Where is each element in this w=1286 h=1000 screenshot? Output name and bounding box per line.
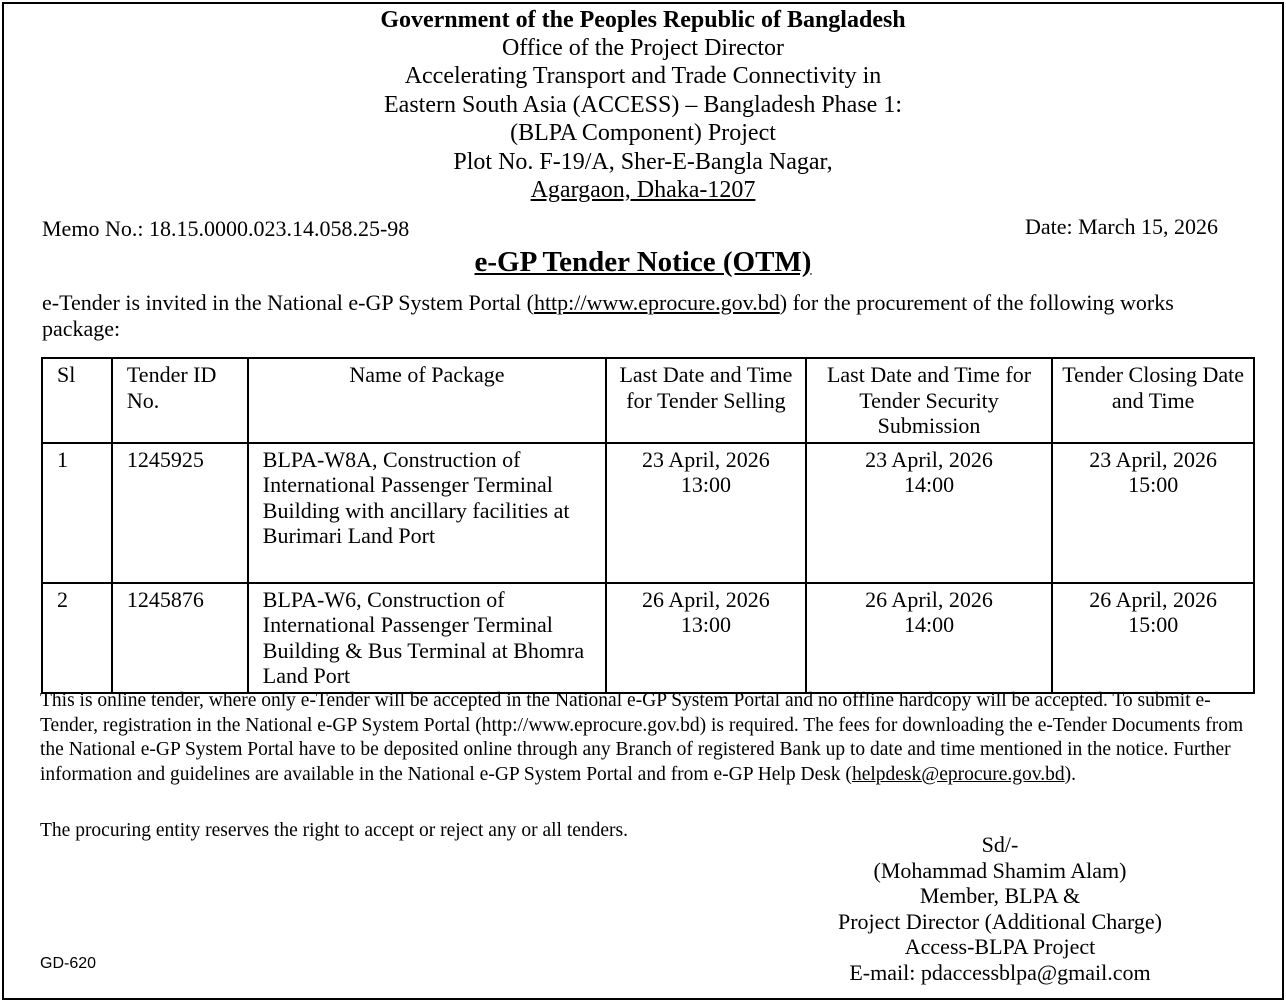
notice-title: e-GP Tender Notice (OTM)	[474, 246, 812, 278]
selling-date: 26 April, 2026	[642, 586, 770, 612]
instructions-end: ).	[1064, 763, 1077, 785]
row-tender-id: 1245925	[112, 443, 248, 583]
security-time: 14:00	[903, 612, 955, 637]
header-closing: Tender Closing Date and Time	[1052, 358, 1254, 443]
row-sl: 2	[42, 583, 112, 693]
signatory-email: E-mail: pdaccessblpa@gmail.com	[849, 959, 1151, 985]
project-line-2: Eastern South Asia (ACCESS) – Bangladesh Phase 1:	[384, 91, 902, 118]
intro-paragraph	[42, 290, 1242, 342]
tender-table	[41, 357, 1255, 694]
row-package: BLPA-W6, Construction of International Passenger Terminal Building & Bus Terminal at Bhomra Land Port	[248, 583, 606, 693]
closing-date: 23 April, 2026	[1089, 446, 1218, 472]
notice-date: Date: March 15, 2026	[1024, 214, 1218, 239]
header-package: Name of Package	[248, 358, 606, 443]
address-line-2: Agargaon, Dhaka-1207	[530, 177, 756, 204]
signature-block	[780, 832, 1220, 986]
row-package: BLPA-W8A, Construction of International Passenger Terminal Building with ancillary facilities at Burimari Land Port	[248, 443, 606, 583]
government-name: Government of the Peoples Republic of Bangladesh	[380, 7, 906, 33]
selling-time: 13:00	[680, 612, 731, 637]
helpdesk-email-link[interactable]: helpdesk@eprocure.gov.bd	[851, 763, 1065, 785]
security-time: 14:00	[903, 472, 955, 497]
signature-sd: Sd/-	[981, 832, 1019, 857]
closing-time: 15:00	[1128, 472, 1179, 497]
row-sl: 1	[42, 443, 112, 583]
row-security	[806, 583, 1053, 693]
signatory-role-1: Member, BLPA &	[919, 883, 1081, 909]
signatory-role-2: Project Director (Additional Charge)	[838, 908, 1162, 934]
intro-after: ) for the procurement of the following works package:	[42, 290, 1174, 341]
project-line-1: Accelerating Transport and Trade Connectivity in	[404, 63, 882, 90]
closing-time: 15:00	[1128, 612, 1179, 637]
closing-date: 26 April, 2026	[1089, 586, 1218, 612]
table-row	[42, 583, 1254, 693]
letterhead	[0, 6, 1286, 204]
address-line-1: Plot No. F-19/A, Sher-E-Bangla Nagar,	[453, 148, 833, 175]
memo-number: Memo No.: 18.15.0000.023.14.058.25-98	[42, 216, 410, 241]
selling-date: 23 April, 2026	[642, 446, 770, 472]
row-security	[806, 443, 1053, 583]
row-tender-id: 1245876	[112, 583, 248, 693]
project-line-3: (BLPA Component) Project	[510, 120, 776, 147]
header-sl: Sl	[42, 358, 112, 443]
security-date: 23 April, 2026	[865, 446, 993, 472]
instructions-text: This is online tender, where only e-Tender will be accepted in the National e-GP System Portal and no offline hardcopy will be accepted. To submit e-Tender, registration in the National e-GP System Portal (http://www.eprocure.gov.bd) is required. The fees for downloading the e-Tender Documents from the National e-GP System Portal have to be deposited online through any Branch of registered Bank up to date and time mentioned in the notice. Further information and guidelines are available in the National e-GP System Portal and from e-GP Help Desk (	[40, 690, 1244, 785]
header-security: Last Date and Time for Tender Security Submission	[806, 358, 1053, 443]
intro-before: e-Tender is invited in the National e-GP System Portal (	[42, 290, 534, 315]
portal-link[interactable]: http://www.eprocure.gov.bd	[533, 290, 780, 315]
reserve-rights-statement: The procuring entity reserves the right to accept or reject any or all tenders.	[40, 820, 629, 841]
row-selling	[606, 583, 806, 693]
signatory-name: (Mohammad Shamim Alam)	[873, 857, 1127, 883]
signatory-project: Access-BLPA Project	[904, 934, 1096, 960]
header-tender-id: Tender ID No.	[112, 358, 248, 443]
instructions-paragraph	[40, 689, 1246, 787]
gd-code: GD-620	[40, 955, 97, 972]
office-name: Office of the Project Director	[501, 35, 785, 61]
security-date: 26 April, 2026	[865, 586, 993, 612]
row-closing	[1052, 443, 1254, 583]
row-closing	[1052, 583, 1254, 693]
selling-time: 13:00	[680, 472, 731, 497]
table-row	[42, 443, 1254, 583]
row-selling	[606, 443, 806, 583]
header-selling: Last Date and Time for Tender Selling	[606, 358, 806, 443]
table-header-row	[42, 358, 1254, 443]
